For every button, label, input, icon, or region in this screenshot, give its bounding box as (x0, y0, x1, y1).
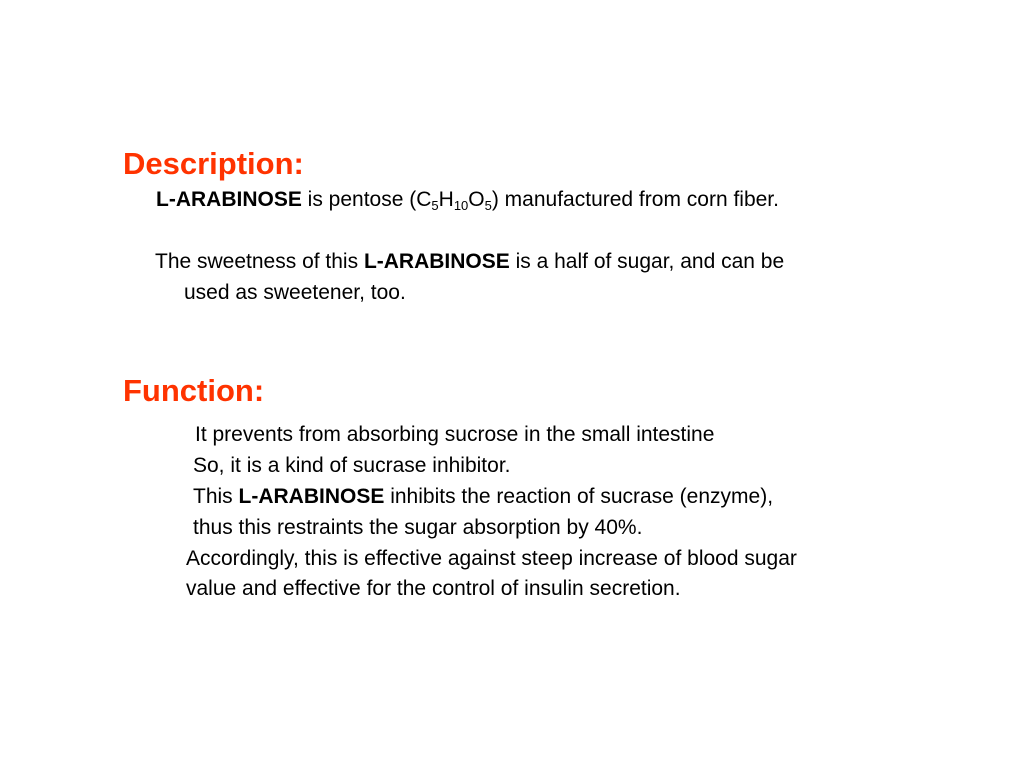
function-line-6: value and effective for the control of insulin secretion. (186, 577, 681, 600)
description-line-2 (155, 249, 784, 275)
text: is a half of sugar, and can be (509, 250, 785, 273)
function-line-5: Accordingly, this is effective against steep increase of blood sugar (186, 547, 797, 570)
text: is pentose (C (301, 188, 432, 211)
text: O (468, 188, 485, 211)
text: inhibits the reaction of sucrase (enzyme), (384, 485, 774, 508)
description-line-1 (156, 187, 779, 215)
term-l-arabinose: L-ARABINOSE (238, 485, 385, 508)
subscript: 5 (431, 198, 439, 213)
text: ) manufactured from corn fiber. (491, 188, 779, 211)
subscript: 10 (453, 198, 469, 213)
description-line-3: used as sweetener, too. (184, 281, 406, 304)
function-heading: Function: (123, 373, 265, 408)
function-line-4: thus this restraints the sugar absorption by 40%. (193, 516, 643, 539)
term-l-arabinose: L-ARABINOSE (363, 250, 510, 273)
function-line-3 (193, 484, 773, 510)
function-line-2: So, it is a kind of sucrase inhibitor. (193, 454, 511, 477)
description-heading: Description: (123, 146, 304, 181)
text: The sweetness of this (155, 250, 364, 273)
term-l-arabinose: L-ARABINOSE (156, 188, 302, 211)
text: This (193, 485, 239, 508)
function-line-1: It prevents from absorbing sucrose in the small intestine (195, 423, 715, 446)
subscript: 5 (484, 198, 492, 213)
text: H (438, 188, 454, 211)
